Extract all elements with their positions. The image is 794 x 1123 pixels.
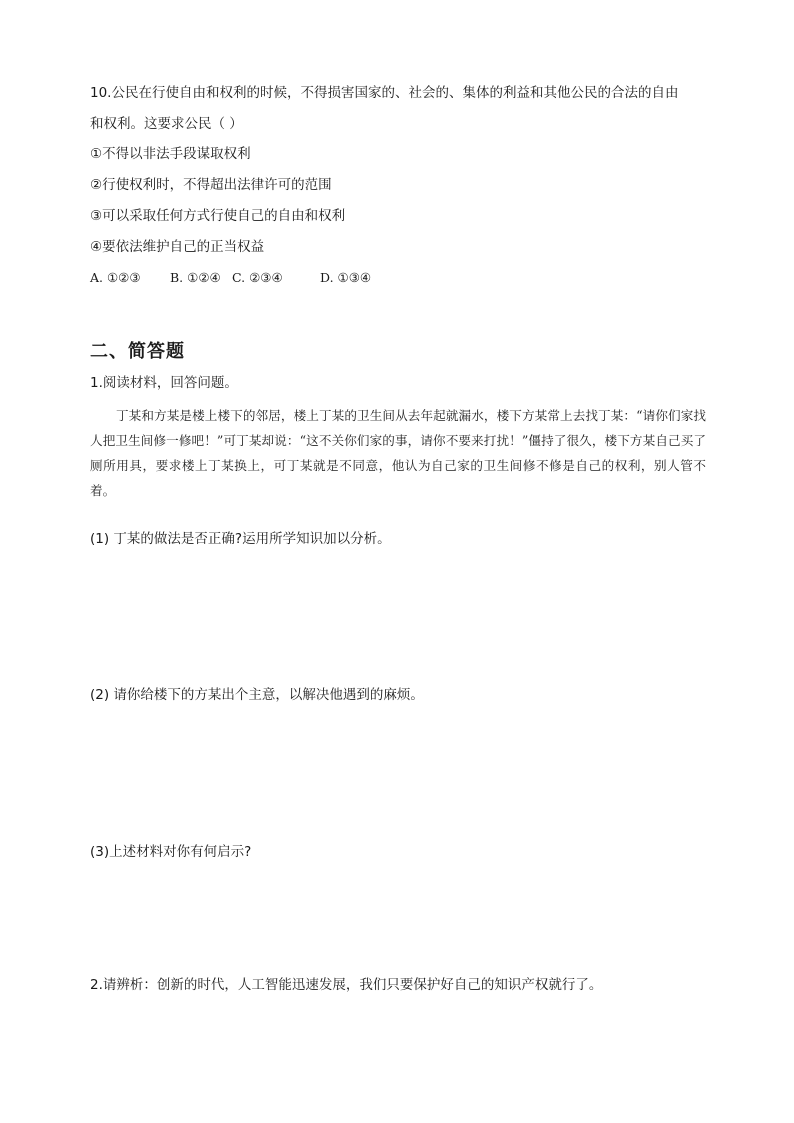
- option-b: B. ①②④: [170, 270, 221, 285]
- q1-material: 丁某和方某是楼上楼下的邻居，楼上丁某的卫生间从去年起就漏水，楼下方某常上去找丁某：“请你们家找人把卫生间修一修吧！”可丁某却说：“这不关你们家的事，请你不要来打扰！”僵持了很久，楼下方某自己买了厕所用具，要求楼上丁某换上，可丁某就是不同意，他认为自己家的卫生间修不修是自己的权利，别人管不着。: [90, 408, 706, 498]
- option-d: D. ①③④: [320, 270, 372, 285]
- q10-item-3: ③可以采取任何方式行使自己的自由和权利: [90, 208, 346, 224]
- q2-prompt: 2.请辨析：创新的时代，人工智能迅速发展，我们只要保护好自己的知识产权就行了。: [90, 977, 603, 993]
- option-a: A. ①②③: [90, 270, 141, 285]
- q1-prompt: 1.阅读材料，回答问题。: [90, 375, 238, 391]
- q10-stem-line-2: 和权利。这要求公民（ ）: [90, 116, 243, 132]
- option-c: C. ②③④: [232, 270, 283, 285]
- q10-options: [90, 269, 371, 287]
- q1-subquestion-2: (2) 请你给楼下的方某出个主意，以解决他遇到的麻烦。: [90, 687, 424, 703]
- q10-item-1: ①不得以非法手段谋取权利: [90, 146, 251, 162]
- q10-stem-line-1: 10.公民在行使自由和权利的时候，不得损害国家的、社会的、集体的利益和其他公民的合法的自由: [90, 85, 679, 101]
- q1-subquestion-3: (3)上述材料对你有何启示?: [90, 844, 252, 860]
- section-title-short-answer: 二、简答题: [90, 341, 185, 362]
- q10-item-4: ④要依法维护自己的正当权益: [90, 239, 265, 255]
- q1-subquestion-1: (1) 丁某的做法是否正确?运用所学知识加以分析。: [90, 531, 391, 547]
- q10-item-2: ②行使权利时，不得超出法律许可的范围: [90, 177, 332, 193]
